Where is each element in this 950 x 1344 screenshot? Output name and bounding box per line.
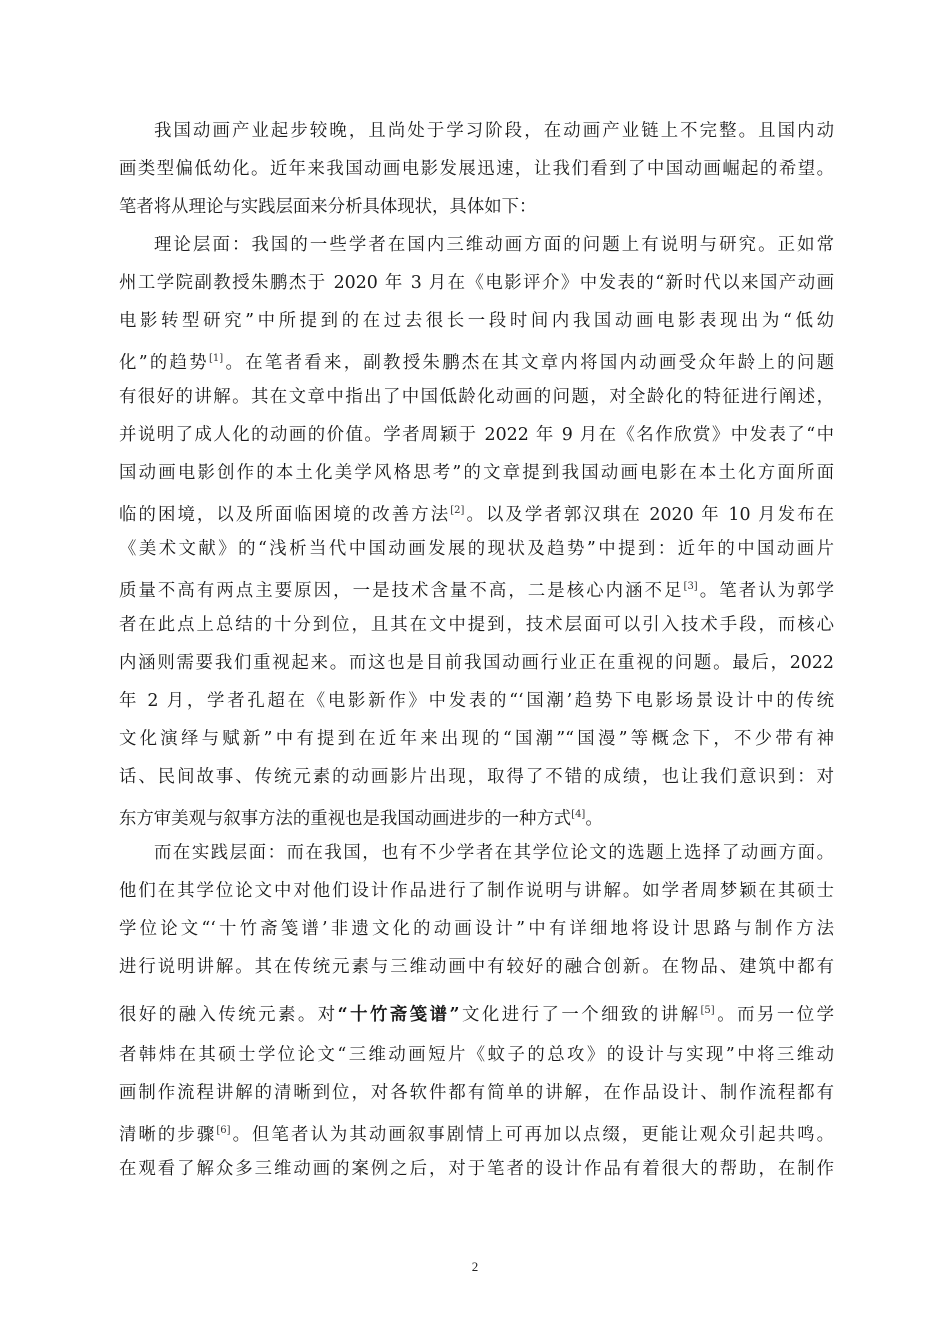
paragraph-3-line-9: 在观看了解众多三维动画的案例之后，对于笔者的设计作品有着很大的帮助，在制作 [119,1159,834,1179]
paragraph-3-line-7: 画制作流程讲解的清晰到位，对各软件都有简单的讲解，在作品设计、制作流程都有 [119,1083,834,1103]
paragraph-3-line-8: 清晰的步骤[6]。但笔者认为其动画叙事剧情上可再加以点缀，更能让观众引起共鸣。 [119,1125,834,1145]
bold-title-shizhuzhai: “十竹斋笺谱” [337,1005,460,1025]
paragraph-2-line-9: 《美术文献》的“浅析当代中国动画发展的现状及趋势”中提到：近年的中国动画片 [119,539,834,559]
citation-5: [5] [700,1005,715,1016]
citation-1: [1] [209,353,224,364]
paragraph-2-line-16: 东方审美观与叙事方法的重视也是我国动画进步的一种方式[4]。 [119,809,603,829]
paragraph-3-line-3: 学位论文“‘十竹斋笺谱’非遗文化的动画设计”中有详细地将设计思路与制作方法 [119,919,834,939]
paragraph-3-line-6: 者韩炜在其硕士学位论文“三维动画短片《蚊子的总攻》的设计与实现”中将三维动 [119,1045,834,1065]
paragraph-2-line-15: 话、民间故事、传统元素的动画影片出现，取得了不错的成绩，也让我们意识到：对 [119,767,834,787]
paragraph-2-line-12: 内涵则需要我们重视起来。而这也是目前我国动画行业正在重视的问题。最后，2022 [119,653,834,673]
paragraph-2-line-7: 国动画电影创作的本土化美学风格思考”的文章提到我国动画电影在本土化方面所面 [119,463,834,483]
paragraph-2-line-5: 有很好的讲解。其在文章中指出了中国低龄化动画的问题，对全龄化的特征进行阐述， [119,387,834,407]
paragraph-3-line-1: 而在实践层面：而在我国，也有不少学者在其学位论文的选题上选择了动画方面。 [154,843,834,863]
paragraph-3-line-5: 很好的融入传统元素。对“十竹斋笺谱”文化进行了一个细致的讲解[5]。而另一位学 [119,1005,834,1025]
citation-2: [2] [450,505,465,516]
paragraph-2-line-6: 并说明了成人化的动画的价值。学者周颖于 2022 年 9 月在《名作欣赏》中发表了“中 [119,425,834,445]
paragraph-2-line-14: 文化演绎与赋新”中有提到在近年来出现的“国潮”“国漫”等概念下，不少带有神 [119,729,834,749]
paragraph-1-line-2: 画类型偏低幼化。近年来我国动画电影发展迅速，让我们看到了中国动画崛起的希望。 [119,159,834,179]
citation-6: [6] [216,1125,231,1136]
paragraph-2-line-11: 者在此点上总结的十分到位，且其在文中提到，技术层面可以引入技术手段，而核心 [119,615,834,635]
citation-3: [3] [683,581,698,592]
citation-4: [4] [571,809,586,820]
paragraph-2-line-2: 州工学院副教授朱鹏杰于 2020 年 3 月在《电影评介》中发表的“新时代以来国产动画 [119,273,834,293]
paragraph-3-line-4: 进行说明讲解。其在传统元素与三维动画中有较好的融合创新。在物品、建筑中都有 [119,957,834,977]
paragraph-1-line-1: 我国动画产业起步较晚，且尚处于学习阶段，在动画产业链上不完整。且国内动 [154,121,834,141]
paragraph-2-line-3: 电影转型研究”中所提到的在过去很长一段时间内我国动画电影表现出为“低幼 [119,311,834,331]
paragraph-2-line-4: 化”的趋势[1]。在笔者看来，副教授朱鹏杰在其文章内将国内动画受众年龄上的问题 [119,353,834,373]
paragraph-2-line-1: 理论层面：我国的一些学者在国内三维动画方面的问题上有说明与研究。正如常 [154,235,834,255]
page-number: 2 [471,1259,479,1274]
paragraph-1-line-3: 笔者将从理论与实践层面来分析具体现状，具体如下： [119,197,537,217]
paragraph-2-line-10: 质量不高有两点主要原因，一是技术含量不高，二是核心内涵不足[3]。笔者认为郭学 [119,581,834,601]
paragraph-2-line-13: 年 2 月，学者孔超在《电影新作》中发表的“‘国潮’趋势下电影场景设计中的传统 [119,691,834,711]
paragraph-3-line-2: 他们在其学位论文中对他们设计作品进行了制作说明与讲解。如学者周梦颖在其硕士 [119,881,834,901]
paragraph-2-line-8: 临的困境，以及所面临困境的改善方法[2]。以及学者郭汉琪在 2020 年 10 月发布在 [119,505,834,525]
